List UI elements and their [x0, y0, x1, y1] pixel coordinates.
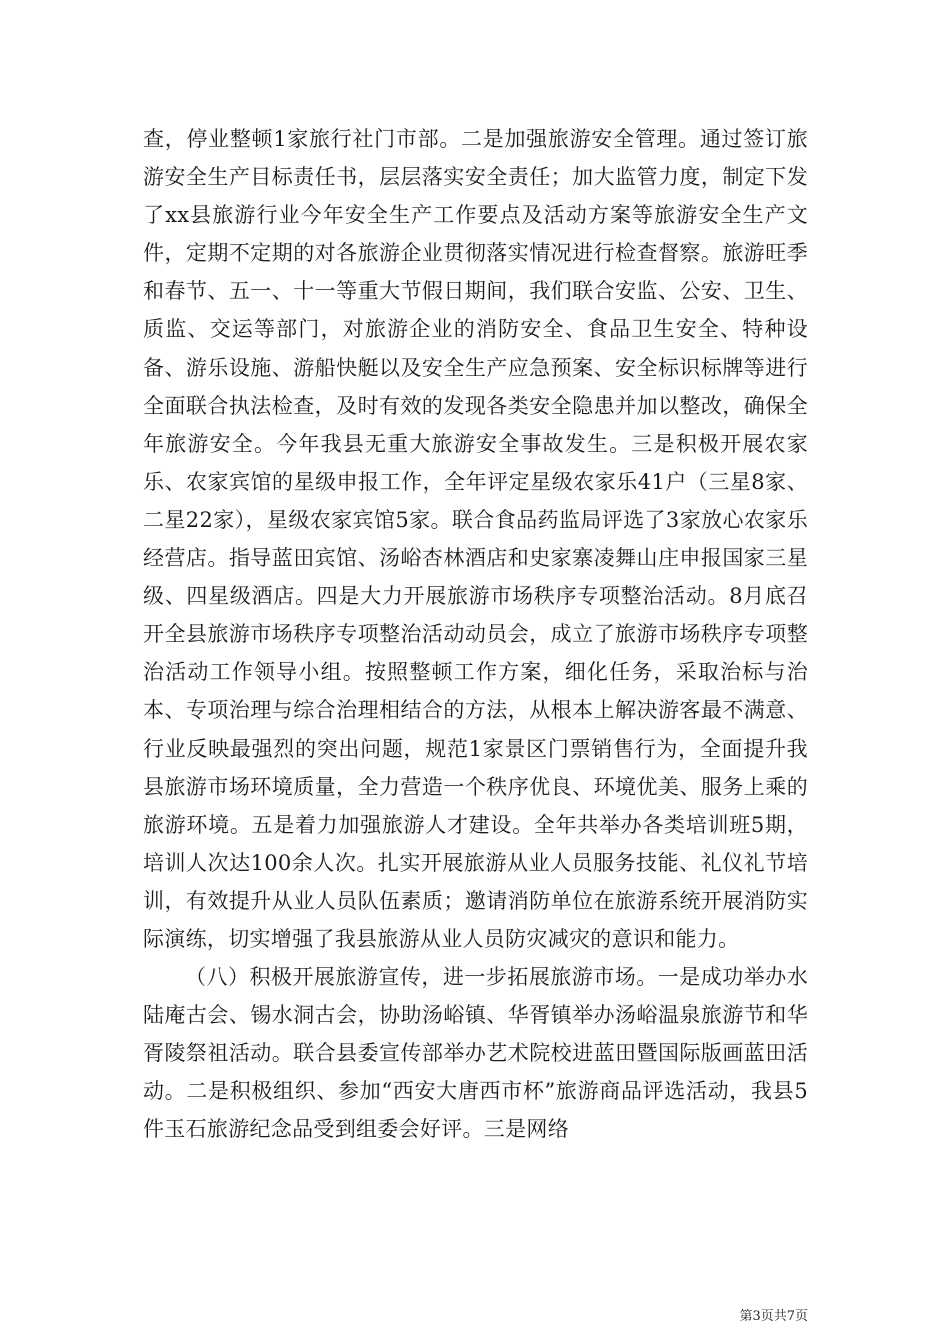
body-paragraph-1: 查，停业整顿1家旅行社门市部。二是加强旅游安全管理。通过签订旅游安全生产目标责任书，层层落实安全责任；加大监管力度，制定下发了xx县旅游行业今年安全生产工作要点及活动方案等旅游安全生产文件，定期不定期的对各旅游企业贯彻落实情况进行检查督察。旅游旺季和春节、五一、十一等重大节假日期间，我们联合安监、公安、卫生、质监、交运等部门，对旅游企业的消防安全、食品卫生安全、特种设备、游乐设施、游船快艇以及安全生产应急预案、安全标识标牌等进行全面联合执法检查，及时有效的发现各类安全隐患并加以整改，确保全年旅游安全。今年我县无重大旅游安全事故发生。三是积极开展农家乐、农家宾馆的星级申报工作，全年评定星级农家乐41户（三星8家、二星22家），星级农家宾馆5家。联合食品药监局评选了3家放心农家乐经营店。指导蓝田宾馆、汤峪杏林酒店和史家寨凌舞山庄申报国家三星级、四星级酒店。四是大力开展旅游市场秩序专项整治活动。8月底召开全县旅游市场秩序专项整治活动动员会，成立了旅游市场秩序专项整治活动工作领导小组。按照整顿工作方案，细化任务，采取治标与治本、专项治理与综合治理相结合的方法，从根本上解决游客最不满意、行业反映最强烈的突出问题，规范1家景区门票销售行为，全面提升我县旅游市场环境质量，全力营造一个秩序优良、环境优美、服务上乘的旅游环境。五是着力加强旅游人才建设。全年共举办各类培训班5期，培训人次达100余人次。扎实开展旅游从业人员服务技能、礼仪礼节培训，有效提升从业人员队伍素质；邀请消防单位在旅游系统开展消防实际演练，切实增强了我县旅游从业人员防灾减灾的意识和能力。	[143, 127, 808, 951]
page-number: 第3页共7页	[739, 1309, 808, 1324]
body-paragraph-2: （八）积极开展旅游宣传，进一步拓展旅游市场。一是成功举办水陆庵古会、锡水洞古会，协助汤峪镇、华胥镇举办汤峪温泉旅游节和华胥陵祭祖活动。联合县委宣传部举办艺术院校进蓝田暨国际版画蓝田活动。二是积极组织、参加“西安大唐西市杯”旅游商品评选活动，我县5件玉石旅游纪念品受到组委会好评。三是网络	[143, 965, 808, 1142]
document-body	[143, 120, 808, 1149]
